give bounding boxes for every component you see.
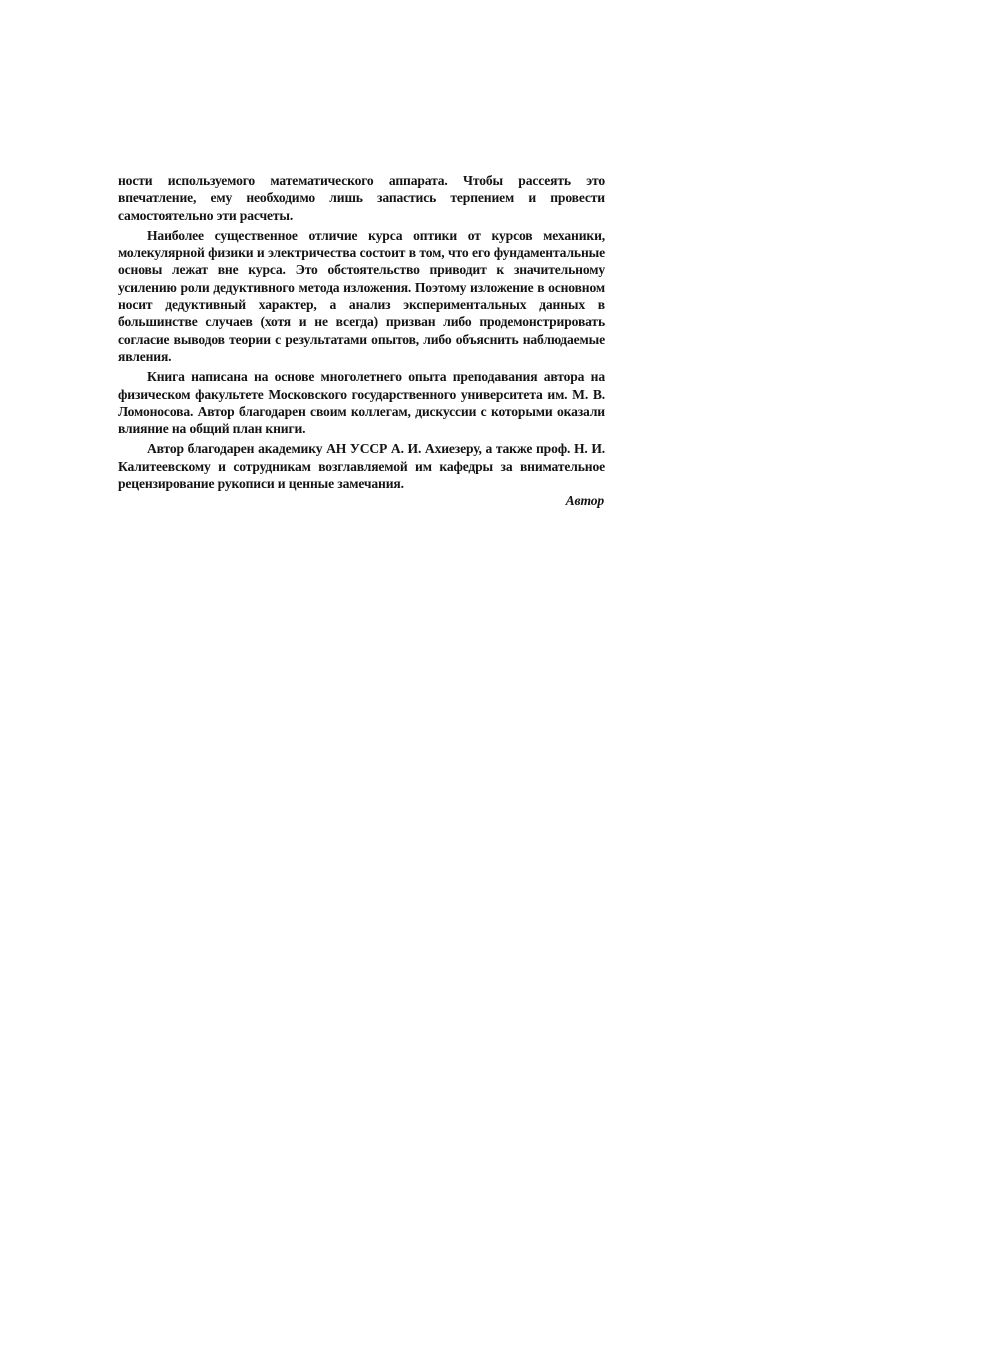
preface-text-block xyxy=(118,172,605,510)
paragraph-acknowledgements: Автор благодарен академику АН УССР А. И. Ахиезеру, а также проф. Н. И. Калитеевскому и сотрудникам возглавляемой им кафедры за внимательное рецензирование рукописи и ценные замечания. xyxy=(118,441,605,492)
paragraph-book-origin: Книга написана на основе многолетнего опыта преподавания автора на физическом факультете Московского государственного университета им. М. В. Ломоносова. Автор благодарен своим коллегам, дискуссии с которыми оказали влияние на общий план книги. xyxy=(118,369,605,437)
author-signature: Автор xyxy=(565,493,604,509)
paragraph-continuation: ности используемого математического аппарата. Чтобы рассеять это впечатление, ему необходимо лишь запастись терпением и провести самостоятельно эти расчеты. xyxy=(118,173,605,223)
paragraph-optics-course: Наиболее существенное отличие курса оптики от курсов механики, молекулярной физики и электричества состоит в том, что его фундаментальные основы лежат вне курса. Это обстоятельство приводит к значительному усилению роли дедуктивного метода изложения. Поэтому изложение в основном носит дедуктивный характер, а анализ экспериментальных данных в большинстве случаев (хотя и не всегда) призван либо продемонстрировать согласие выводов теории с результатами опытов, либо объяснить наблюдаемые явления. xyxy=(118,227,605,364)
